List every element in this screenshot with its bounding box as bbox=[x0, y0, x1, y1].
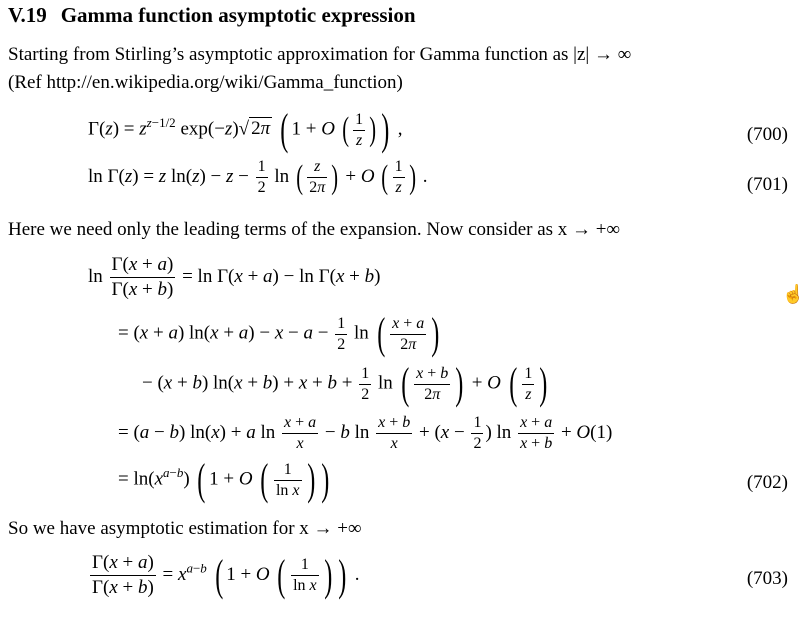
equation-number-703: (703) bbox=[746, 568, 788, 589]
derivation-line-3: − (x + b) ln(x + b) + x + b + $\frac{1}{2}$ ln ( $\frac{x + b}{2\pi}$ ) + O ( $\frac{1}{z}$ ) bbox=[142, 359, 548, 408]
derivation-line-1: ln $\frac{\Gamma(x + a)}{\Gamma(x + b)}$ = ln Γ(x + a) − ln Γ(x + b) bbox=[88, 254, 381, 300]
equation-701: ln Γ(z) = z ln(z) − z − $\frac{1}{2}$ ln ( $\frac{z}{2\pi}$ ) + O ( $\frac{1}{z}$ ) . bbox=[88, 158, 428, 196]
equation-703: $\frac{\Gamma(x + a)}{\Gamma(x + b)}$ = $x^{a-b}$ ( 1 + O ( $\frac{1}{\text{ln x}}$ ) ) . bbox=[92, 550, 360, 600]
text-asymptotic-estimation: So we have asymptotic estimation for x → +∞ bbox=[8, 518, 362, 539]
text-leading-terms: Here we need only the leading terms of the expansion. Now consider as x → +∞ bbox=[8, 219, 621, 240]
equation-700: $\Gamma(z) = z^{z-1/2}$ exp(−z)√ 2π ( 1 + O ( $\frac{1}{z}$ ) ) , bbox=[88, 105, 403, 154]
section-heading bbox=[8, 3, 416, 28]
section-number: V.19 bbox=[8, 3, 47, 27]
derivation-line-2: = (x + a) ln(x + a) − x − a − $\frac{1}{2}$ ln ( $\frac{x + a}{2\pi}$ ) bbox=[118, 309, 440, 358]
intro-line-2: (Ref http://en.wikipedia.org/wiki/Gamma_function) bbox=[8, 72, 403, 93]
equation-number-701: (701) bbox=[746, 174, 788, 195]
intro-line-1: Starting from Stirling’s asymptotic approximation for Gamma function as |z| → ∞ bbox=[8, 44, 632, 65]
equation-number-700: (700) bbox=[746, 124, 788, 145]
hand-pointer-icon: ☝ bbox=[782, 284, 804, 304]
derivation-line-4: = (a − b) ln(x) + a ln $\frac{x + a}{x}$ − b ln $\frac{x + b}{x}$ + (x − $\frac{1}{2}$ ) ln $\frac{x + a}{x + b}$ + O(1) bbox=[118, 414, 613, 452]
derivation-line-5: = $\ln(x^{a-b})$ ( 1 + O ( $\frac{1}{\text{ln x}}$ ) ) bbox=[118, 455, 330, 504]
section-title: Gamma function asymptotic expression bbox=[60, 3, 416, 27]
equation-number-702: (702) bbox=[746, 472, 788, 493]
